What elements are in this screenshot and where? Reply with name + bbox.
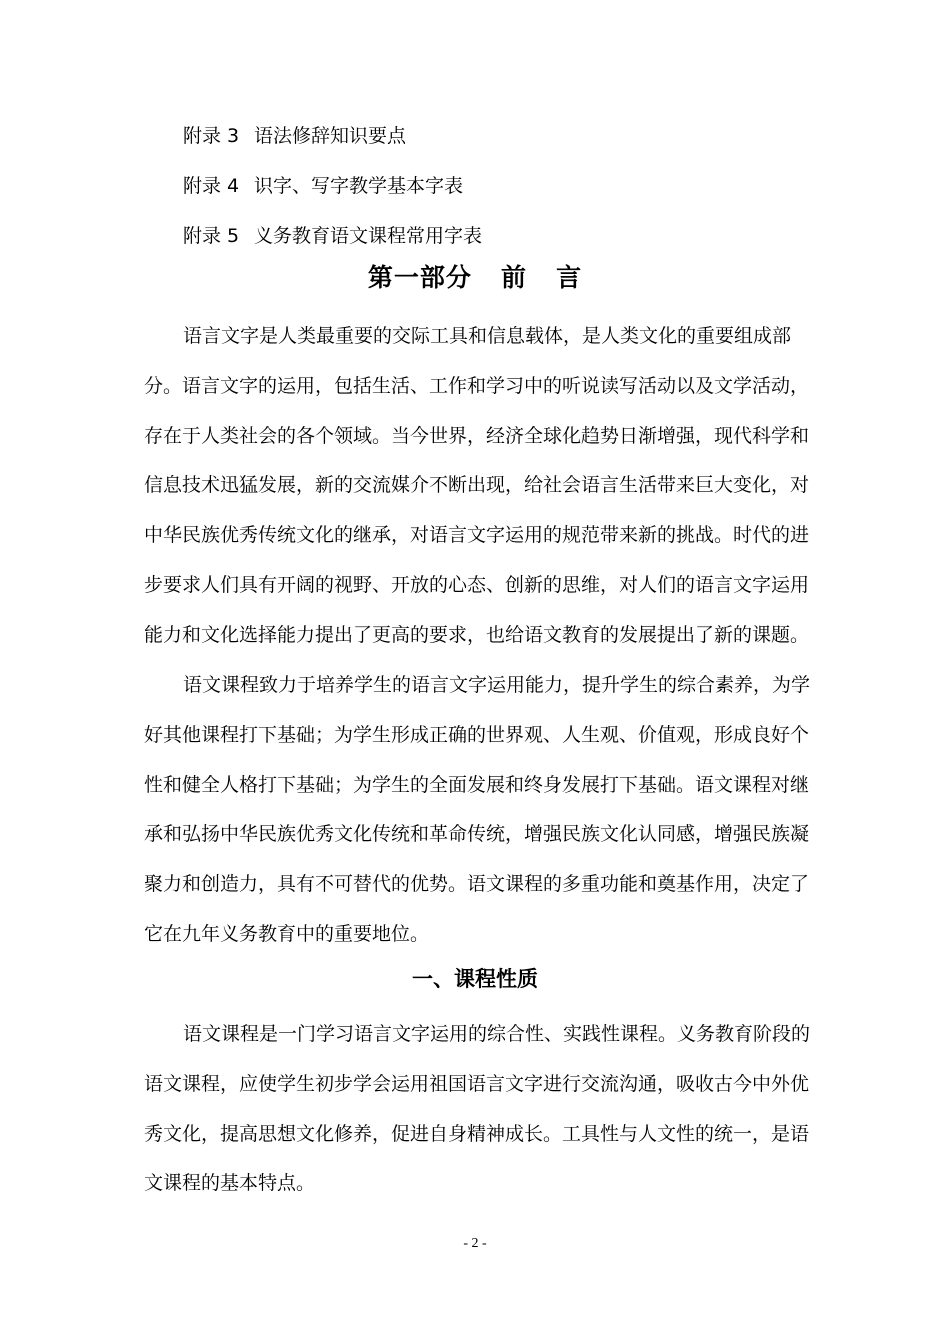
appendix-item [183,118,823,168]
text-line: 好其他课程打下基础；为学生形成正确的世界观、人生观、价值观，形成良好个 [144,723,810,746]
text-line: 存在于人类社会的各个领域。当今世界，经济全球化趋势日渐增强，现代科学和 [144,424,810,447]
page-number: - 2 - [463,1236,487,1251]
text-line: 性和健全人格打下基础；为学生的全面发展和终身发展打下基础。语文课程对继 [144,773,810,796]
part-title: 第一部分 前 言 [367,263,583,292]
appendix-number: 附录 4 [183,175,240,197]
appendix-number: 附录 5 [183,225,240,247]
appendix-item [183,168,823,218]
appendix-title: 语法修辞知识要点 [254,125,407,147]
text-line: 语文课程是一门学习语言文字运用的综合性、实践性课程。义务教育阶段的 [183,1023,811,1045]
text-line: 语文课程致力于培养学生的语言文字运用能力，提升学生的综合素养，为学 [183,674,811,696]
preface-paragraph-1 [144,318,816,667]
text-line: 分。语言文字的运用，包括生活、工作和学习中的听说读写活动以及文学活动， [144,374,810,397]
text-line: 聚力和创造力，具有不可替代的优势。语文课程的多重功能和奠基作用，决定了 [144,873,810,896]
text-line: 语文课程，应使学生初步学会运用祖国语言文字进行交流沟通，吸收古今中外优 [144,1072,810,1095]
text-line: 秀文化，提高思想文化修养，促进自身精神成长。工具性与人文性的统一，是语 [144,1122,810,1145]
appendix-number: 附录 3 [183,125,240,147]
text-line: 步要求人们具有开阔的视野、开放的心态、创新的思维，对人们的语言文字运用 [144,573,810,596]
text-line: 语言文字是人类最重要的交际工具和信息载体，是人类文化的重要组成部 [183,325,792,347]
appendix-title: 义务教育语文课程常用字表 [254,225,483,247]
section-paragraph-1 [144,1016,816,1215]
text-line: 能力和文化选择能力提出了更高的要求，也给语文教育的发展提出了新的课题。 [144,623,810,646]
text-line: 文课程的基本特点。 [144,1172,316,1195]
appendix-title: 识字、写字教学基本字表 [254,175,464,197]
section-title: 一、课程性质 [412,967,538,991]
text-line: 信息技术迅猛发展，新的交流媒介不断出现，给社会语言生活带来巨大变化，对 [144,474,810,497]
appendix-list [183,118,823,268]
text-line: 承和弘扬中华民族优秀文化传统和革命传统，增强民族文化认同感，增强民族凝 [144,823,810,846]
preface-paragraph-2 [144,667,816,966]
text-line: 中华民族优秀传统文化的继承，对语言文字运用的规范带来新的挑战。时代的进 [144,524,810,547]
text-line: 它在九年义务教育中的重要地位。 [144,922,430,945]
